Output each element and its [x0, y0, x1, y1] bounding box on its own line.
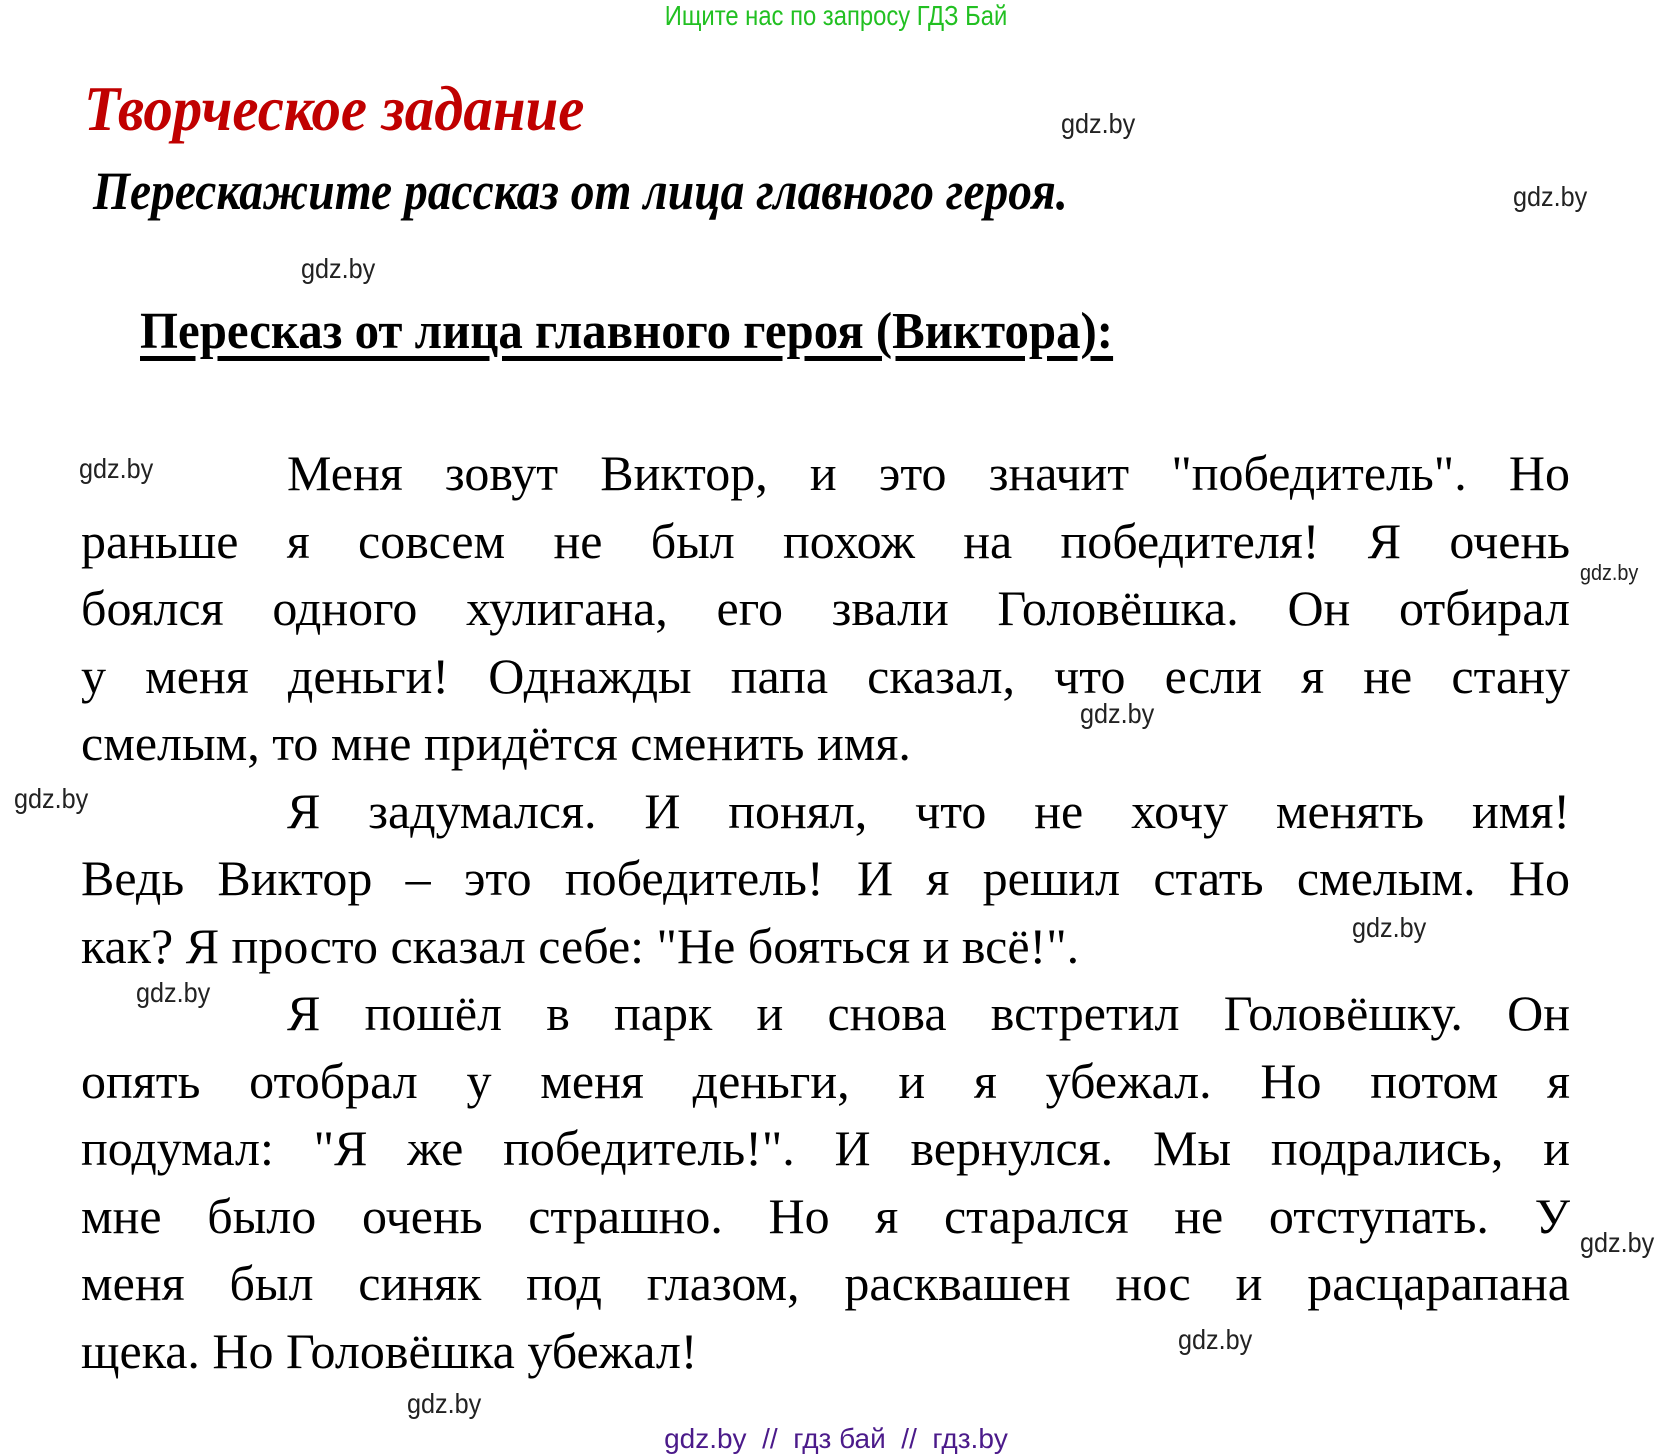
text-line: как? Я просто сказал себе: "Не бояться и всё!".: [81, 917, 1080, 974]
answer-body: [81, 440, 1570, 1385]
answer-heading: Пересказ от лица главного героя (Виктора):: [140, 303, 1114, 360]
watermark: gdz.by: [1580, 560, 1639, 585]
watermark: gdz.by: [1080, 698, 1155, 729]
watermark: gdz.by: [1178, 1324, 1253, 1355]
text-line: щека. Но Головёшка убежал!: [81, 1322, 698, 1379]
text-line: смелым, то мне придётся сменить имя.: [81, 715, 911, 771]
watermark: gdz.by: [1061, 108, 1136, 139]
text-line: опять отобрал у меня деньги, и я убежал. Но потом я: [81, 1052, 1570, 1109]
watermark: gdz.by: [1513, 181, 1588, 212]
task-subtitle: Перескажите рассказ от лица главного героя.: [93, 161, 1068, 221]
watermark: gdz.by: [79, 453, 154, 484]
text-line: подумал: "Я же победитель!". И вернулся. Мы подрались, и: [81, 1120, 1570, 1176]
text-line: Я задумался. И понял, что не хочу менять имя!: [287, 782, 1570, 839]
watermark: gdz.by: [301, 253, 376, 284]
text-line: раньше я совсем не был похож на победителя! Я очень: [81, 512, 1570, 569]
footer-links: gdz.by // гдз бай // гдз.by: [664, 1423, 1008, 1454]
text-line: Я пошёл в парк и снова встретил Головёшку. Он: [287, 985, 1570, 1041]
text-line: у меня деньги! Однажды папа сказал, что если я не стану: [81, 647, 1570, 704]
text-line: меня был синяк под глазом, расквашен нос и расцарапана: [81, 1255, 1570, 1311]
watermark: gdz.by: [14, 783, 89, 814]
task-title: Творческое задание: [84, 73, 585, 144]
watermark: gdz.by: [1580, 1227, 1655, 1258]
watermark: gdz.by: [407, 1388, 482, 1419]
text-line: Ведь Виктор – это победитель! И я решил стать смелым. Но: [81, 850, 1570, 906]
top-banner: Ищите нас по запросу ГДЗ Бай: [664, 0, 1008, 31]
text-line: мне было очень страшно. Но я старался не отступать. У: [81, 1187, 1570, 1244]
text-line: Меня зовут Виктор, и это значит "победитель". Но: [287, 445, 1570, 501]
watermark: gdz.by: [1352, 912, 1427, 943]
watermark: gdz.by: [136, 977, 211, 1008]
text-line: боялся одного хулигана, его звали Головёшка. Он отбирал: [81, 580, 1570, 636]
